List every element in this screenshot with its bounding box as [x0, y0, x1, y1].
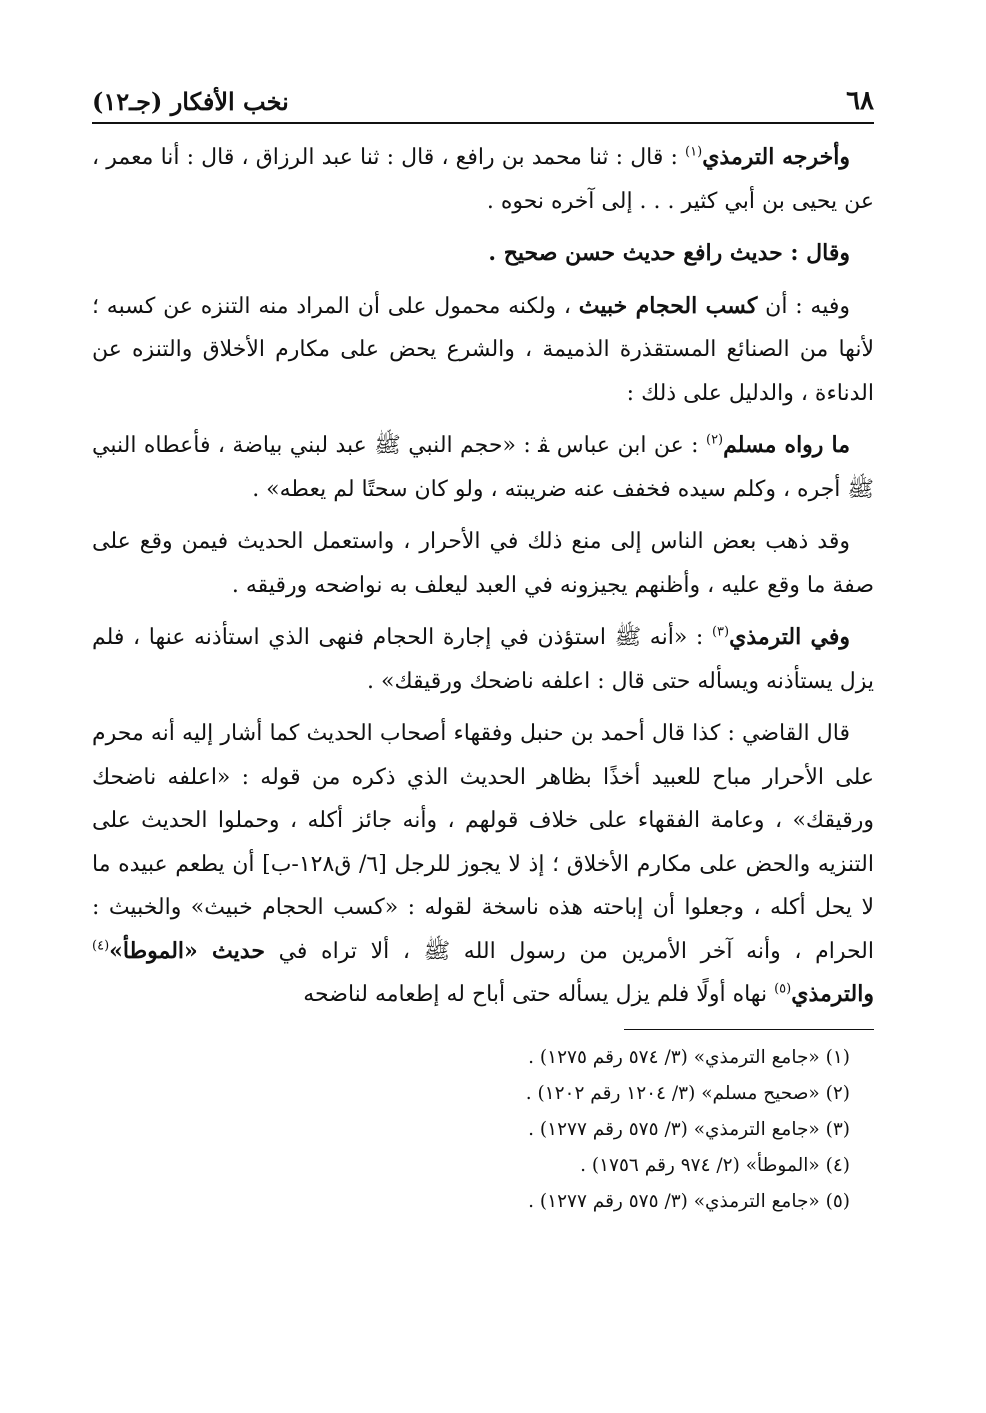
main-text	[92, 136, 874, 1017]
paragraph-text: قال القاضي : كذا قال أحمد بن حنبل وفقهاء أصحاب الحديث كما أشار إليه أنه محرم على الأحرار مباح للعبيد أخذًا بظاهر الحديث الذي ذكره من قوله : «اعلفه ناضحك ورقيقك» ، وعامة الفقهاء على خلاف قولهم ، وأنه جائز أكله ، وحملوا الحديث على التنزيه والحض على مكارم الأخلاق ؛ إذ لا يجوز للرجل [٦/ ق١٢٨-ب] أن يطعم عبيده ما لا يحل أكله ، وجعلوا أن إباحته هذه ناسخة لقوله : «كسب الحجام خبيث» والخبيث : الحرام ، وأنه آخر الأمرين من رسول الله ﷺ ، ألا تراه في	[92, 721, 875, 964]
paragraph	[92, 285, 874, 416]
paragraph	[92, 424, 874, 511]
paragraph-text: : «أنه ﷺ استؤذن في إجارة الحجام فنهى الذي استأذنه عنها ، فلم يزل يستأذنه ويسأله حتى قال : اعلفه ناضحك ورقيقك» .	[92, 625, 874, 694]
paragraph	[92, 136, 874, 223]
page-number: ٦٨	[846, 86, 874, 116]
bold-phrase: والترمذي	[791, 981, 874, 1007]
paragraph	[92, 712, 874, 1017]
bold-phrase: كسب الحجام خبيث	[578, 292, 758, 319]
footnote: (٢) «صحيح مسلم» (٣/ ١٢٠٤ رقم ١٢٠٢) .	[525, 1082, 850, 1104]
footnote: (٥) «جامع الترمذي» (٣/ ٥٧٥ رقم ١٢٧٧) .	[528, 1190, 850, 1212]
paragraph-text-after: نهاه أولًا فلم يزل يسأله حتى أباح له إطعامه لناضحه	[303, 982, 775, 1007]
bold-lead: وأخرجه الترمذي	[702, 144, 850, 170]
footnote-ref: (٣)	[711, 624, 730, 640]
footnote-ref: (٢)	[705, 432, 724, 448]
footnote: (١) «جامع الترمذي» (٣/ ٥٧٤ رقم ١٢٧٥) .	[528, 1046, 850, 1068]
paragraph	[92, 520, 874, 607]
paragraph-text: : عن ابن عباس ﭭ : «حجم النبي ﷺ عبد لبني بياضة ، فأعطاه النبي ﷺ أجره ، وكلم سيده فخفف عنه ضريبته ، ولو كان سحتًا لم يعطه» .	[92, 433, 874, 502]
footnotes	[92, 1040, 874, 1220]
bold-lead: ما رواه مسلم	[723, 432, 850, 458]
book-page	[92, 86, 874, 1220]
paragraph-text-before: وفيه : أن	[757, 293, 850, 319]
bold-lead: وفي الترمذي	[729, 624, 850, 650]
footnote: (٤) «الموطأ» (٢/ ٩٧٤ رقم ١٧٥٦) .	[580, 1154, 850, 1176]
bold-phrase: حديث «الموطأ»	[109, 937, 265, 964]
page-header	[92, 86, 874, 124]
footnote: (٣) «جامع الترمذي» (٣/ ٥٧٥ رقم ١٢٧٧) .	[528, 1118, 850, 1140]
footnote-divider	[624, 1029, 874, 1030]
paragraph-text: : قال : ثنا محمد بن رافع ، قال : ثنا عبد الرزاق ، قال : أنا معمر ، عن يحيى بن أبي كثير . . . إلى آخره نحوه .	[92, 145, 874, 214]
paragraph	[92, 232, 874, 276]
footnote-ref: (٥)	[774, 981, 792, 997]
bold-lead: وقال : حديث رافع حديث حسن صحيح .	[488, 240, 850, 266]
paragraph	[92, 616, 874, 703]
footnote-ref: (١)	[685, 144, 703, 160]
paragraph-text: ، ولكنه محمول على أن المراد منه التنزه عن كسبه ؛ لأنها من الصنائع المستقذرة الذميمة ، والشرع يحض على مكارم الأخلاق والتنزه عن الدناءة ، والدليل على ذلك :	[92, 293, 874, 406]
footnote-ref: (٤)	[92, 938, 110, 954]
paragraph-text: وقد ذهب بعض الناس إلى منع ذلك في الأحرار ، واستعمل الحديث فيمن وقع على صفة ما وقع عليه ، وأظنهم يجيزونه في العبد ليعلف به نواضحه ورقيقه .	[92, 529, 874, 598]
book-title: نخب الأفكار (جـ١٢)	[92, 87, 289, 116]
